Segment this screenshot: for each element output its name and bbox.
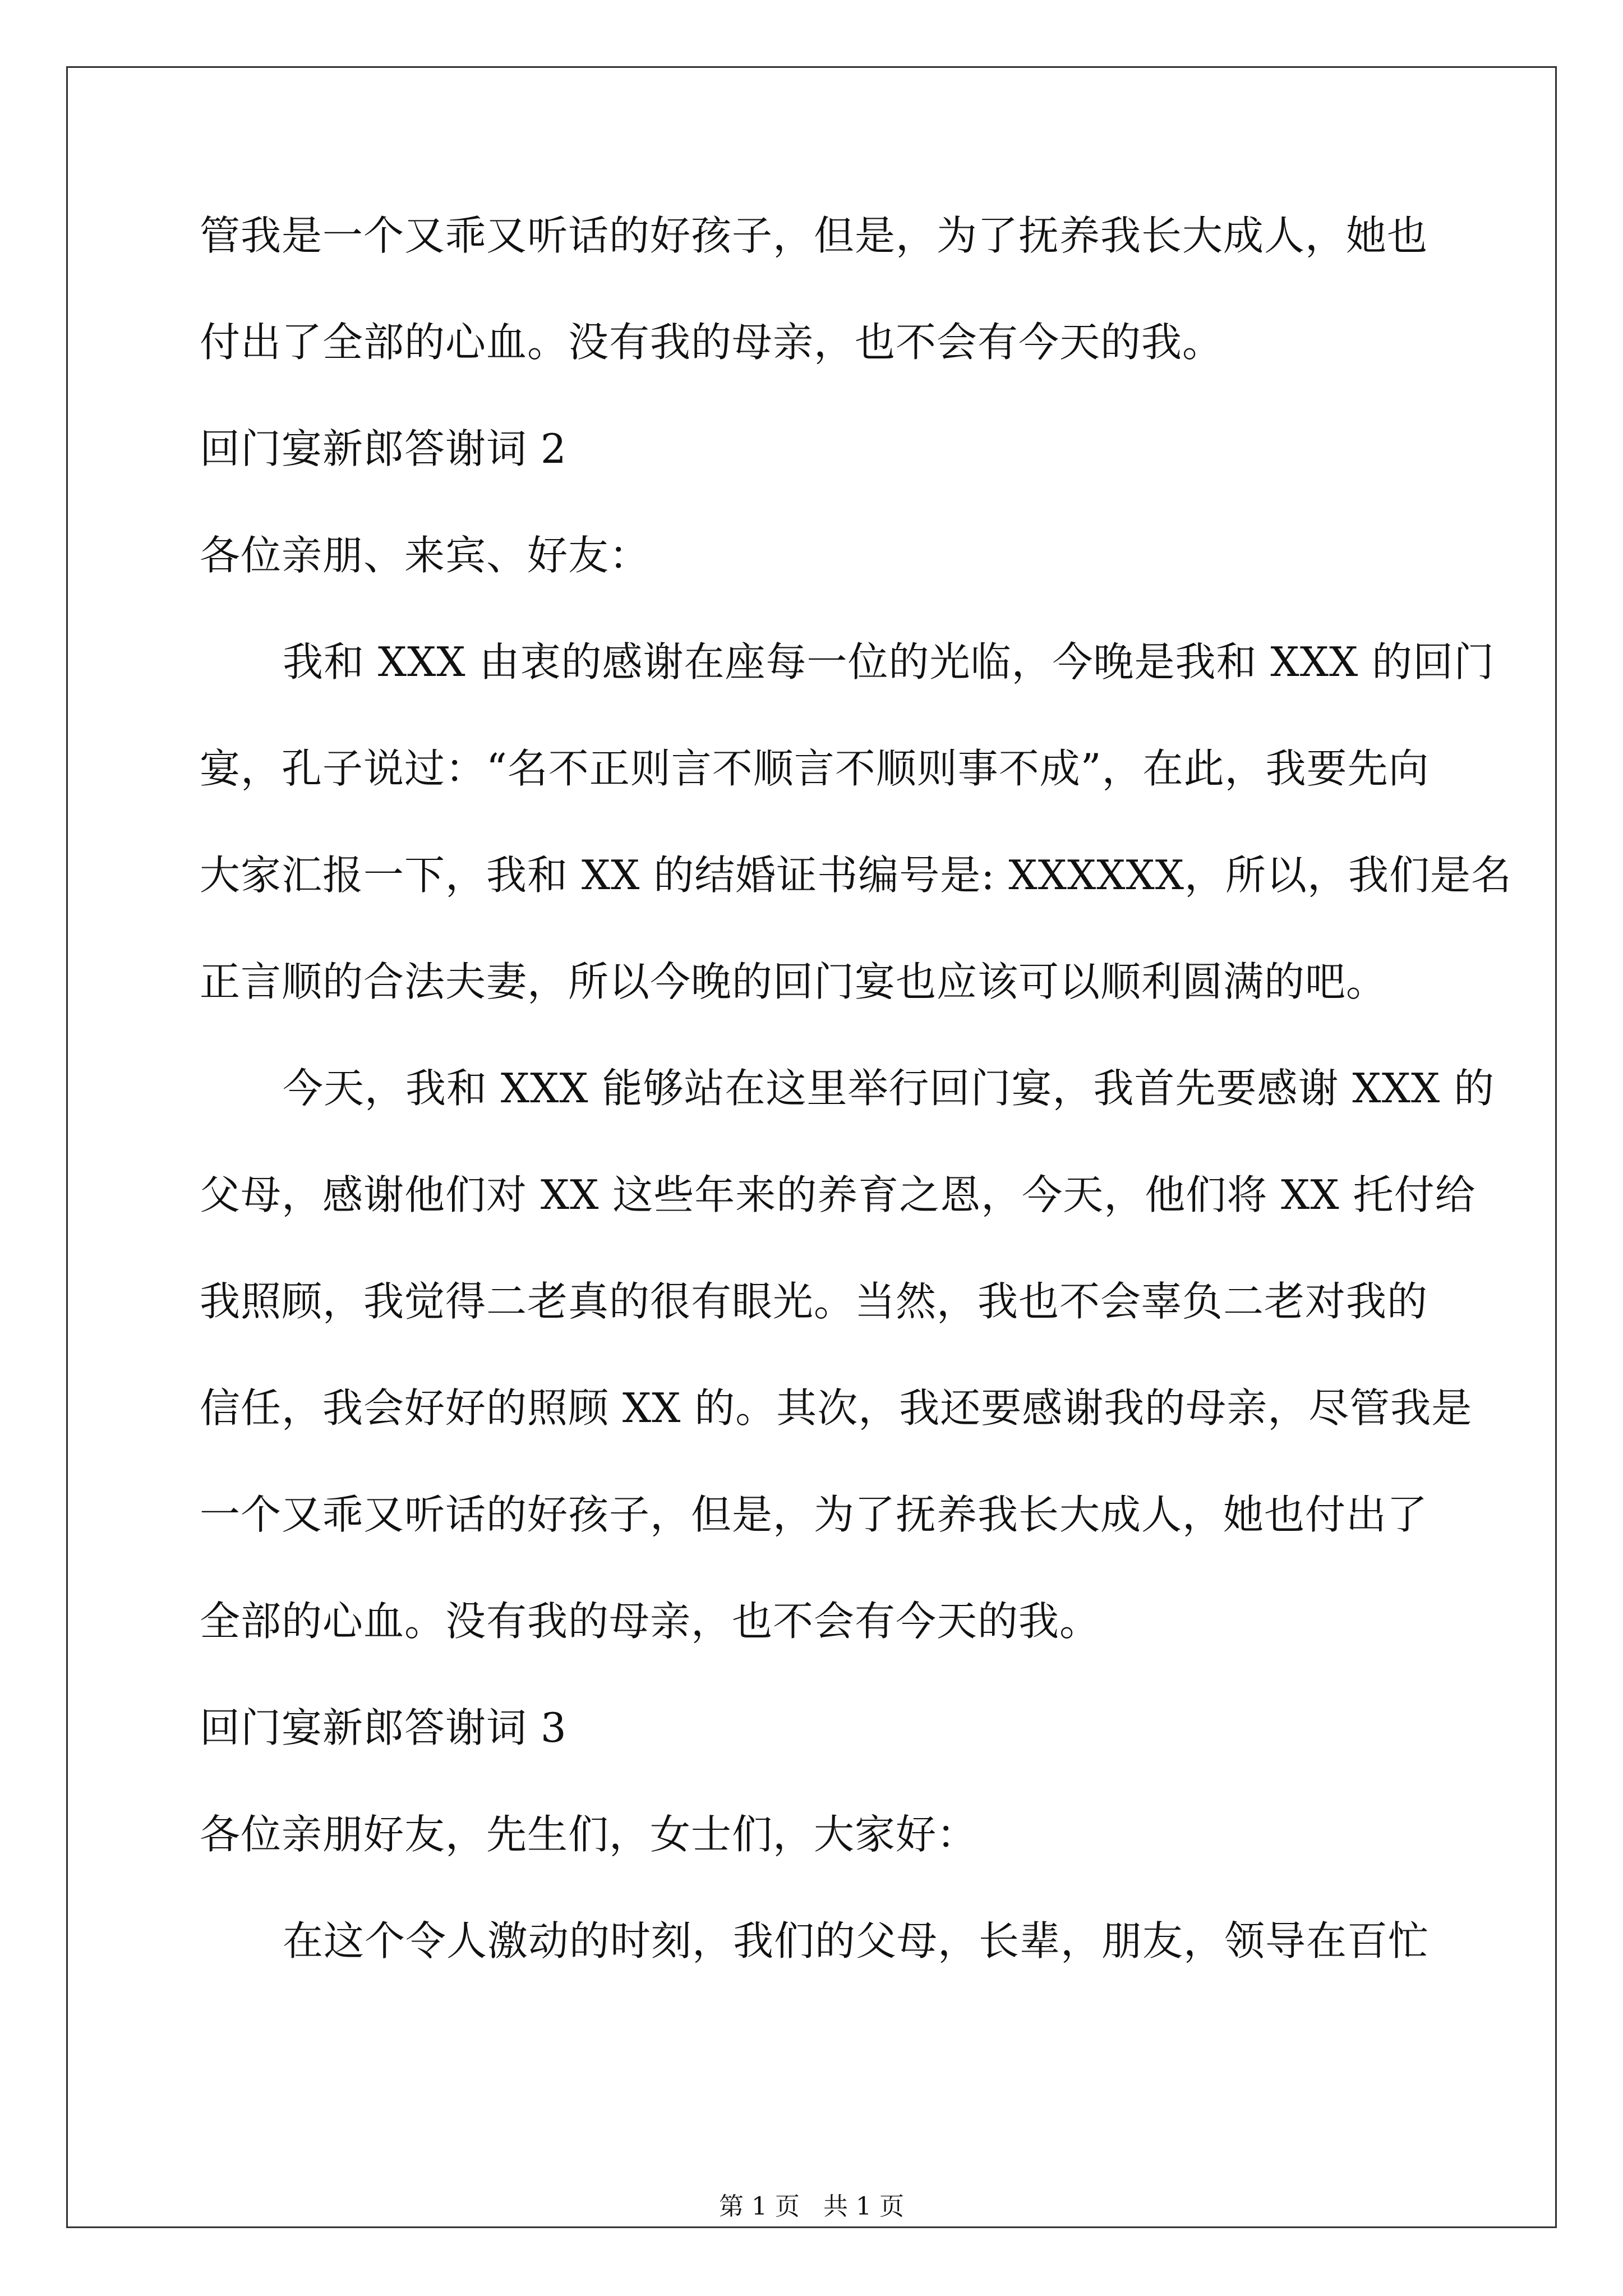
text-line: 信任，我会好好的照顾 XX 的。其次，我还要感谢我的母亲，尽管我是 [200, 1384, 1473, 1432]
text-line: 付出了全部的心血。没有我的母亲，也不会有今天的我。 [200, 319, 1224, 366]
page-footer: 第 1 页 共 1 页 [719, 2192, 904, 2221]
section-heading: 回门宴新郎答谢词 2 [200, 425, 567, 472]
text-line: 在这个令人激动的时刻，我们的父母，长辈，朋友，领导在百忙 [283, 1917, 1430, 1964]
text-line: 宴，孔子说过：“名不正则言不顺言不顺则事不成”，在此，我要先向 [200, 745, 1430, 792]
text-line: 父母，感谢他们对 XX 这些年来的养育之恩，今天，他们将 XX 托付给 [200, 1171, 1476, 1218]
text-line: 管我是一个又乖又听话的好孩子，但是，为了抚养我长大成人，她也 [200, 212, 1428, 259]
text-line: 大家汇报一下，我和 XX 的结婚证书编号是: XXXXXX，所以，我们是名 [200, 852, 1512, 899]
text-line: 一个又乖又听话的好孩子，但是，为了抚养我长大成人，她也付出了 [200, 1491, 1428, 1538]
text-line: 全部的心血。没有我的母亲，也不会有今天的我。 [200, 1598, 1101, 1645]
text-line: 我照顾，我觉得二老真的很有眼光。当然，我也不会辜负二老对我的 [200, 1278, 1428, 1325]
section-heading: 回门宴新郎答谢词 3 [200, 1704, 567, 1751]
salutation: 各位亲朋、来宾、好友： [200, 532, 651, 579]
page-border [66, 66, 1557, 2228]
text-line: 正言顺的合法夫妻，所以今晚的回门宴也应该可以顺利圆满的吧。 [200, 958, 1387, 1005]
salutation: 各位亲朋好友，先生们，女士们，大家好： [200, 1811, 978, 1858]
text-line: 今天，我和 XXX 能够站在这里举行回门宴，我首先要感谢 XXX 的 [283, 1065, 1495, 1112]
text-line: 我和 XXX 由衷的感谢在座每一位的光临，今晚是我和 XXX 的回门 [283, 638, 1495, 685]
